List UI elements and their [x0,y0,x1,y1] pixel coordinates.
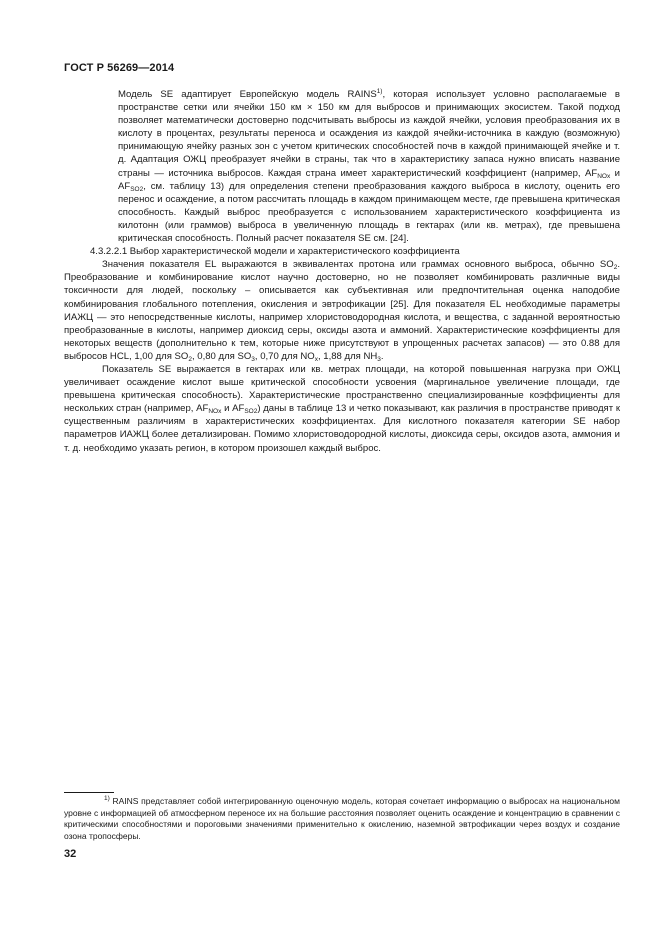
paragraph-el-indicator: Значения показателя EL выражаются в эквивалентах протона или граммах основного выброса, обычно $SO_2$. Преобразование и комбинирование кислот научно достоверно, но не позволяет комбинировать различные виды токсичности для людей, поскольку – описывается как субъективная или предпочтительная оценка наподобие комбинирования глобального потепления, окисления и эвтрофикации [25]. Для показателя EL необходимые параметры ИАЖЦ — это непосредственные кислоты, например хлористоводородная кислота, и вещества, с заданной вероятностью преобразованные в кислоты, например диоксид серы, оксиды азота и аммоний. Характеристические коэффициенты для некоторых веществ (дополнительно к тем, которые ниже присутствуют в упрощенных расчетах запасов) — это 0.88 для выбросов HCL, 1,00 для $SO_2$, 0,80 для $SO_3$, 0,70 для $NO_x$, 1,88 для $NH_3$. [64,259,620,363]
page-number: 32 [64,848,77,860]
paragraph-rains-model: Модель SE адаптирует Европейскую модель RAINS$^{1)}$, которая использует условно располагаемые в пространстве сетки или ячейки 150 км × 150 км для выбросов и принимающих экосистем. Такой подход позволяет математически достоверно подсчитывать выбросы из каждой ячейки, условия преобразования их в кислоту в процентах, результаты переноса и осаждения из каждой ячейки-источника в каждую (возможную) принимающую ячейку разных зон с учетом критических способностей почв в каждой принимающей ячейке и т. д. Адаптация ОЖЦ преобразует ячейки в страны, так что в характеристику запаса нужно вписать название страны — источника выбросов. Каждая страна имеет характеристический коэффициент (например, $AF_{NOx}$ и $AF_{SO2}$, см. таблицу 13) для определения степени преобразования каждого выброса в кислоту, оценить его перенос и осаждение, а потом рассчитать площадь в каждом принимающем месте, где превышена критическая способность. Каждый выброс преобразуется с использованием характеристического коэффициента из килотонн (или граммов) выброса в увеличенную площадь в гектарах (или кв. метрах), где превышена критическая способность. Полный расчет показателя SE см. [24]. [118,88,620,245]
footnote-divider [64,792,114,793]
footnote [64,796,620,843]
paragraph-se-indicator: Показатель SE выражается в гектарах или кв. метрах площади, на которой повышенная нагрузка при ОЖЦ увеличивает осаждение кислот выше критической способности усвоения (маргинальное увеличение площади, где превышена критическая способность). Характеристические пространственно специализированные коэффициенты для нескольких стран (например, $AF_{NOx}$ и $AF_{SO2}$) даны в таблице 13 и четко показывают, как различия в пространстве приводят к существенным различиям в характеристических коэффициентах. Для кислотного показателя категории SE набор параметров ИАЖЦ более детализирован. Помимо хлористоводородной кислоты, диоксида серы, оксидов азота, аммония и т. д. необходимо указать регион, в котором произошел каждый выброс. [64,363,620,454]
footnote-marker: 1) [104,795,110,802]
footnote-text: RAINS представляет собой интегрированную оценочную модель, которая сочетает информацию о выбросах на национальном уровне с информацией об атмосферном переносе их на большие расстояния позволяет оценить осаждение и концентрацию в сравнении с критическими способностями и пороговыми значениями применительно к окислению, наземной эвтрофикации через воздух и создание озона тропосферы. [64,796,620,842]
footnote-ref[interactable]: 1) [376,88,383,95]
document-header: ГОСТ Р 56269—2014 [64,62,175,74]
main-content [64,88,620,455]
section-heading: 4.3.2.2.1 Выбор характеристической модели и характеристического коэффициента [90,246,460,258]
